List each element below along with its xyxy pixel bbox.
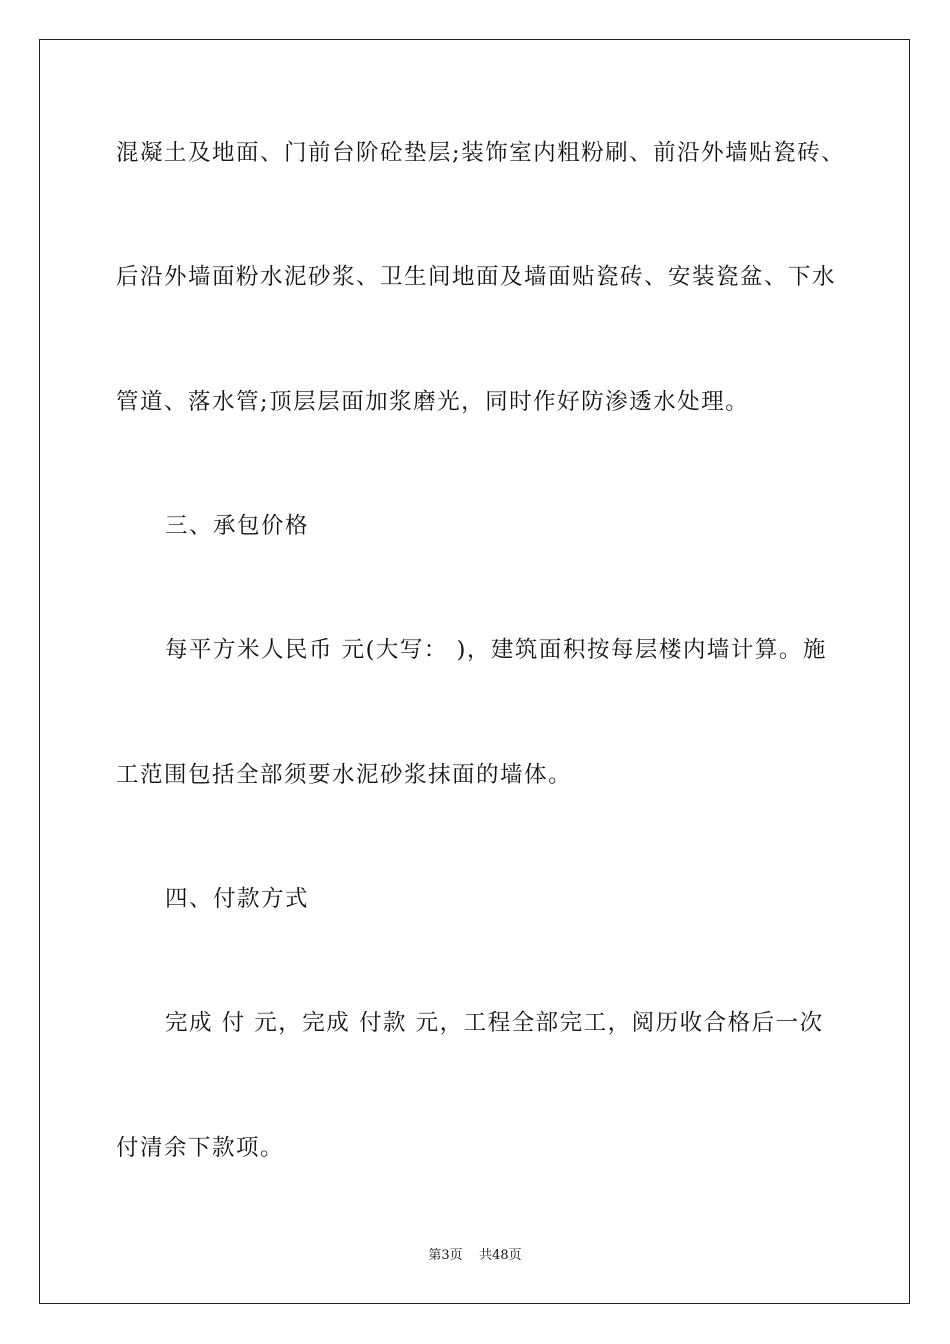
page-number-footer: 第3页 共48页 <box>428 1248 522 1263</box>
body-text-line: 工范围包括全部须要水泥砂浆抹面的墙体。 <box>116 762 573 788</box>
section-heading-payment: 四、付款方式 <box>165 886 310 912</box>
body-text-line: 付清余下款项。 <box>116 1135 285 1161</box>
body-text-line: 混凝土及地面、门前台阶砼垫层;装饰室内粗粉刷、前沿外墙贴瓷砖、 <box>116 140 846 166</box>
body-text-line: 完成 付 元，完成 付款 元，工程全部完工，阅历收合格后一次 <box>165 1010 824 1036</box>
body-text-line: 管道、落水管;顶层层面加浆磨光，同时作好防渗透水处理。 <box>116 389 750 415</box>
page-border <box>39 39 910 1304</box>
section-heading-price: 三、承包价格 <box>165 513 310 539</box>
body-text-line: 每平方米人民币 元(大写： )，建筑面积按每层楼内墙计算。施 <box>165 637 827 663</box>
body-text-line: 后沿外墙面粉水泥砂浆、卫生间地面及墙面贴瓷砖、安装瓷盆、下水 <box>116 264 837 290</box>
